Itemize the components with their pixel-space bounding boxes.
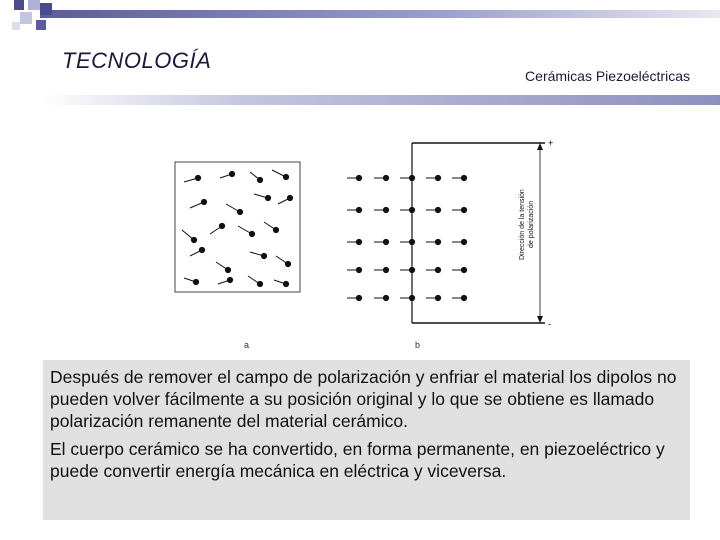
dipole [226,204,243,215]
dipole [452,267,467,272]
dipole-figure [160,130,580,355]
dipole [184,278,199,285]
dipole [426,207,441,212]
bottom-sign: - [548,319,551,329]
arrow-up-icon [537,143,543,150]
dipole [426,175,441,180]
panel-a-dipoles [182,170,293,287]
dipole [220,171,235,178]
dipole [452,207,467,212]
paragraph-2: El cuerpo cerámico se ha convertido, en forma permanente, en piezoeléctrico y puede convertir energía mecánica en eléctrica y viceversa. [50,439,665,481]
panel-b-label: b [415,340,421,350]
dipole [218,277,233,284]
slide-subtitle: Cerámicas Piezoeléctricas [525,68,690,84]
dipole [347,295,362,300]
corner-square-light [28,0,40,10]
corner-square-dark [14,0,24,10]
dipole [248,276,263,287]
dipole [374,239,389,244]
dipole [264,222,279,233]
dipole [250,252,267,259]
dipole [452,295,467,300]
dipole [272,170,289,180]
dipole [347,207,362,212]
top-sign: + [548,138,554,148]
dipole [374,267,389,272]
dipole [347,267,362,272]
explanation-text-box [43,360,690,520]
panel-a-label: a [244,340,250,350]
corner-square-light [12,22,20,30]
dipole [347,239,362,244]
dipole [182,230,197,243]
dipole [426,295,441,300]
dipole [452,175,467,180]
header-bar [40,10,720,18]
panel-b-dipoles [347,175,467,300]
corner-square-dark [36,20,46,30]
dipole [238,226,255,237]
dipole [426,239,441,244]
arrow-down-icon [537,316,543,323]
dipole [374,175,389,180]
dipole [190,247,205,256]
dipole [210,223,225,234]
dipole [254,194,271,201]
polarization-axis-label-1: Dirección de la tensión [519,189,526,260]
dipole [374,295,389,300]
slide-title: TECNOLOGÍA [62,48,212,73]
dipole [374,207,389,212]
dipole [347,175,362,180]
dipole [184,175,201,182]
dipole [426,267,441,272]
polarization-axis-label-2: de polarización [528,200,535,248]
dipole [452,239,467,244]
panel-a-box [175,162,300,292]
dipole [276,256,291,267]
dipole [250,172,263,183]
dipole [274,280,289,287]
paragraph-1: Después de remover el campo de polarización y enfriar el material los dipolos no pueden volver fácilmente a su posición original y lo que se obtiene es llamado polarización remanente del material cerámico. [50,367,677,431]
header-underline-bar [40,95,720,105]
dipole [216,262,231,273]
dipole [278,195,293,204]
corner-square-dark [40,3,52,15]
dipole [190,199,207,208]
corner-square-light [20,12,32,24]
